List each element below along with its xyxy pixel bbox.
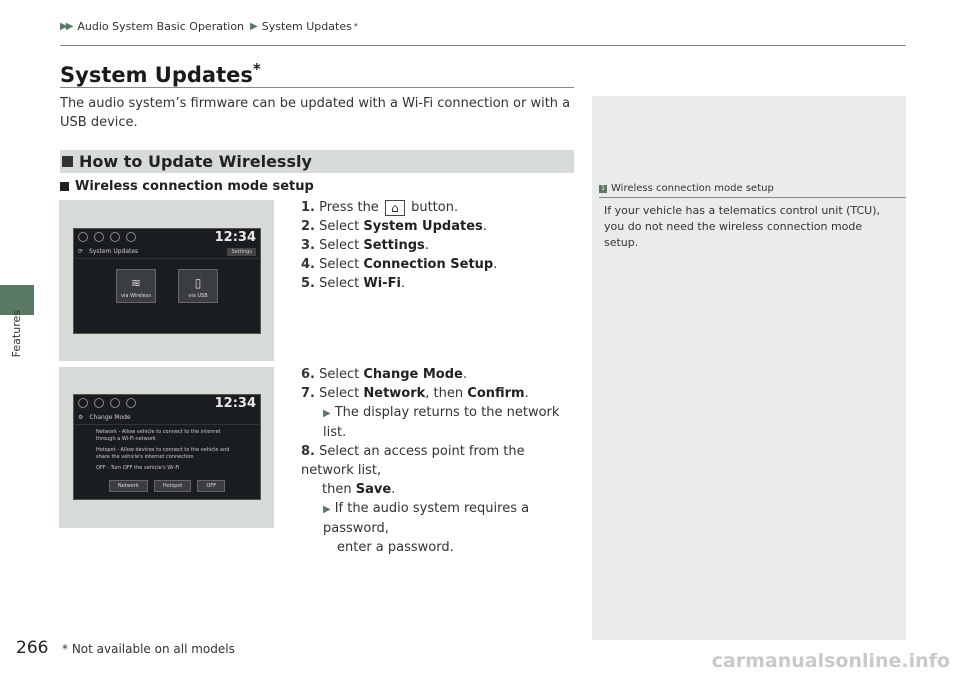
square-bullet-icon	[60, 182, 69, 191]
clock: 12:34	[214, 229, 256, 245]
step-1: 1. Press the ⌂ button.	[301, 200, 459, 215]
screen-title: System Updates	[89, 248, 139, 255]
section-heading-bar	[60, 150, 574, 173]
step-8-cont: then Save.	[322, 482, 396, 497]
step-7-result: ▶ The display returns to the network list.	[323, 405, 560, 440]
via-usb-tile	[178, 269, 218, 303]
wifi-icon: ≋	[130, 276, 142, 290]
screen-top-bar	[74, 229, 260, 245]
display-screen	[73, 394, 261, 500]
note-marker-icon: 1	[599, 185, 607, 193]
settings-chip: Settings	[227, 248, 256, 256]
home-icon: ⌂	[385, 200, 405, 216]
screenshot-change-mode	[59, 367, 274, 528]
screen-title: Change Mode	[89, 414, 131, 421]
note-heading	[599, 183, 774, 194]
steps-group-1	[287, 198, 497, 293]
step-5: 5. Select Wi-Fi.	[301, 276, 406, 291]
hotspot-button: Hotspot	[154, 480, 192, 492]
step-3: 3. Select Settings.	[301, 238, 429, 253]
note-body: If your vehicle has a telematics control unit (TCU), you do not need the wireless connection mode setup.	[604, 204, 881, 249]
via-usb-label: via USB	[188, 293, 208, 299]
step-2: 2. Select System Updates.	[301, 219, 487, 234]
result-arrow-icon: ▶	[323, 408, 331, 419]
mode-buttons	[74, 480, 260, 492]
page-title-text: System Updates	[60, 63, 253, 87]
steps-group-2	[287, 365, 579, 557]
fm-icon	[110, 232, 120, 242]
title-rule	[60, 87, 574, 88]
breadcrumb-item-audio[interactable]: Audio System Basic Operation	[77, 20, 245, 33]
arrow-icon: ▶	[250, 21, 258, 32]
step-4: 4. Select Connection Setup.	[301, 257, 498, 272]
refresh-icon: ⟳	[78, 248, 84, 255]
note-rule	[599, 197, 906, 198]
step-8-result-cont: enter a password.	[337, 540, 454, 555]
settings-icon	[126, 232, 136, 242]
square-bullet-icon	[62, 156, 73, 167]
watermark: carmanualsonline.info	[711, 650, 950, 672]
header-rule	[60, 45, 906, 46]
mode-network-desc: Network - Allow vehicle to connect to the internet through a Wi-Fi network	[96, 429, 221, 442]
clock: 12:34	[214, 395, 256, 411]
screen-title-row	[74, 245, 260, 259]
double-arrow-icon: ▶▶	[60, 21, 72, 32]
via-wireless-tile	[116, 269, 156, 303]
network-button: Network	[109, 480, 148, 492]
breadcrumb-star: *	[353, 22, 358, 31]
off-button: OFF	[197, 480, 225, 492]
screen-top-bar	[74, 395, 260, 411]
phone-icon	[78, 398, 88, 408]
footnote: * Not available on all models	[62, 642, 235, 656]
display-screen	[73, 228, 261, 334]
sidebar-panel	[592, 96, 906, 640]
fm-icon	[110, 398, 120, 408]
nav-icon	[94, 232, 104, 242]
phone-icon	[78, 232, 88, 242]
screen-title-row	[74, 411, 260, 425]
page-number: 266	[16, 638, 49, 658]
step-7: 7. Select Network, then Confirm.	[301, 386, 529, 401]
page-title	[60, 60, 261, 87]
settings-icon	[126, 398, 136, 408]
mode-hotspot-desc: Hotspot - Allow devices to connect to the vehicle and share the vehicle's internet connection	[96, 447, 230, 460]
screenshot-system-updates	[59, 200, 274, 361]
subsection-heading	[60, 179, 314, 194]
gear-icon: ⚙	[78, 414, 84, 421]
subsection-heading-text: Wireless connection mode setup	[75, 179, 314, 194]
via-wireless-label: via Wireless	[121, 293, 151, 299]
step-8: 8. Select an access point from the network list,	[301, 444, 525, 478]
mode-off-desc: OFF - Turn OFF the vehicle's Wi-Fi	[96, 465, 180, 471]
mode-descriptions	[74, 425, 260, 480]
section-heading: How to Update Wirelessly	[79, 152, 312, 171]
breadcrumb	[60, 20, 358, 33]
step-8-result: ▶ If the audio system requires a password,	[323, 501, 530, 536]
step-6: 6. Select Change Mode.	[301, 367, 467, 382]
intro-paragraph: The audio system’s firmware can be updated with a Wi-Fi connection or with a USB device.	[60, 96, 571, 130]
chapter-label: Features	[10, 310, 23, 358]
breadcrumb-item-system-updates[interactable]: System Updates	[261, 20, 352, 33]
page-title-star: *	[252, 60, 261, 78]
usb-icon: ▯	[194, 276, 202, 290]
result-arrow-icon: ▶	[323, 504, 331, 515]
connection-tiles	[74, 269, 260, 303]
nav-icon	[94, 398, 104, 408]
note-heading-text[interactable]: Wireless connection mode setup	[611, 183, 774, 194]
